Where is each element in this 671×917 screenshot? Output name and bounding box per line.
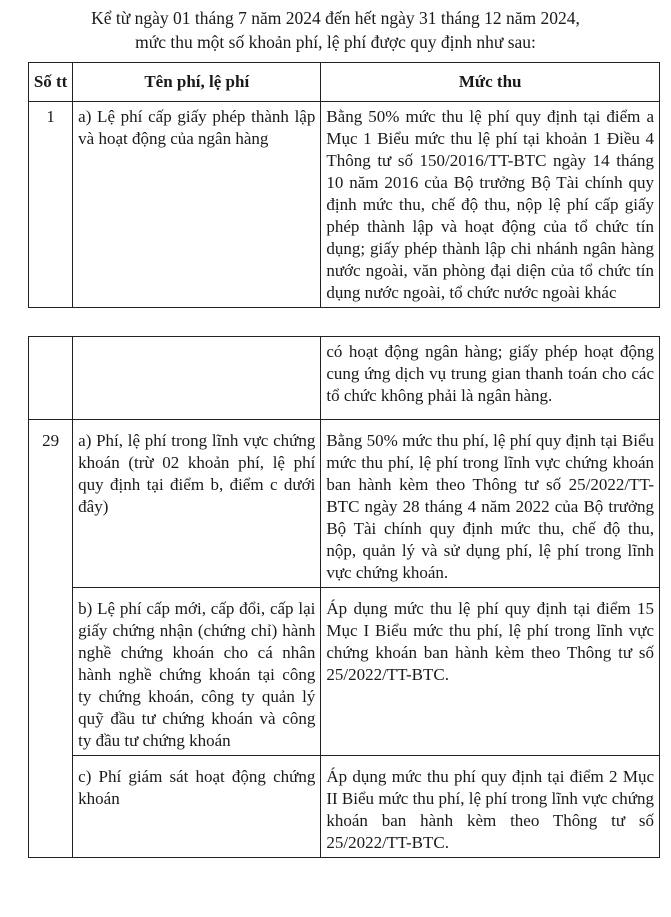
fee-amount-cell-a: Bằng 50% mức thu phí, lệ phí quy định tại Biểu mức thu phí, lệ phí trong lĩnh vực chứng khoán ban hành kèm theo Thông tư số 25/2022/TT-BTC ngày 28 tháng 4 năm 2022 của Bộ trưởng Bộ Tài chính quy định mức thu, chế độ thu, nộp, quản lý và sử dụng phí, lệ phí trong lĩnh vực chứng khoán.	[321, 420, 660, 588]
table-row	[29, 588, 660, 756]
fee-amount-cell-continued: có hoạt động ngân hàng; giấy phép hoạt động cung ứng dịch vụ trung gian thanh toán cho các tổ chức không phải là ngân hàng.	[321, 337, 660, 420]
row-number-empty	[29, 337, 73, 420]
fee-name-cell-empty	[73, 337, 321, 420]
fee-table-bottom	[28, 336, 660, 858]
table-row	[29, 756, 660, 858]
row-number: 1	[29, 102, 73, 308]
fee-amount-cell-c: Áp dụng mức thu phí quy định tại điểm 2 Mục II Biểu mức thu phí, lệ phí trong lĩnh vực chứng khoán ban hành kèm theo Thông tư số 25/2022/TT-BTC.	[321, 756, 660, 858]
fee-table-top	[28, 62, 660, 308]
header-fee-amount: Mức thu	[321, 63, 660, 102]
intro-paragraph	[0, 6, 671, 54]
table-row	[29, 102, 660, 308]
fee-amount-cell: Bằng 50% mức thu lệ phí quy định tại điểm a Mục 1 Biểu mức thu lệ phí tại khoản 1 Điều 4 Thông tư số 150/2016/TT-BTC ngày 14 tháng 10 năm 2016 của Bộ trưởng Bộ Tài chính quy định mức thu, chế độ thu, nộp lệ phí cấp giấy phép thành lập và hoạt động của tổ chức tín dụng; giấy phép thành lập chi nhánh ngân hàng nước ngoài, văn phòng đại diện của tổ chức tín dụng nước ngoài, tổ chức nước ngoài khác	[321, 102, 660, 308]
intro-line-2: mức thu một số khoản phí, lệ phí được quy định như sau:	[135, 32, 536, 52]
fee-name-cell-a: a) Phí, lệ phí trong lĩnh vực chứng khoán (trừ 02 khoản phí, lệ phí quy định tại điểm b, điểm c dưới đây)	[73, 420, 321, 588]
row-number: 29	[29, 420, 73, 858]
fee-name-cell-c: c) Phí giám sát hoạt động chứng khoán	[73, 756, 321, 858]
fee-name-cell: a) Lệ phí cấp giấy phép thành lập và hoạt động của ngân hàng	[73, 102, 321, 308]
header-number: Số tt	[29, 63, 73, 102]
fee-amount-cell-b: Áp dụng mức thu lệ phí quy định tại điểm 15 Mục I Biểu mức thu phí, lệ phí trong lĩnh vực chứng khoán ban hành kèm theo Thông tư số 25/2022/TT-BTC.	[321, 588, 660, 756]
table-header-row	[29, 63, 660, 102]
table-row	[29, 420, 660, 588]
intro-line-1: Kể từ ngày 01 tháng 7 năm 2024 đến hết ngày 31 tháng 12 năm 2024,	[91, 8, 580, 28]
fee-name-cell-b: b) Lệ phí cấp mới, cấp đổi, cấp lại giấy chứng nhận (chứng chỉ) hành nghề chứng khoán cho cá nhân hành nghề chứng khoán tại công ty chứng khoán, công ty quản lý quỹ đầu tư chứng khoán và công ty đầu tư chứng khoán	[73, 588, 321, 756]
header-fee-name: Tên phí, lệ phí	[73, 63, 321, 102]
table-row	[29, 337, 660, 420]
